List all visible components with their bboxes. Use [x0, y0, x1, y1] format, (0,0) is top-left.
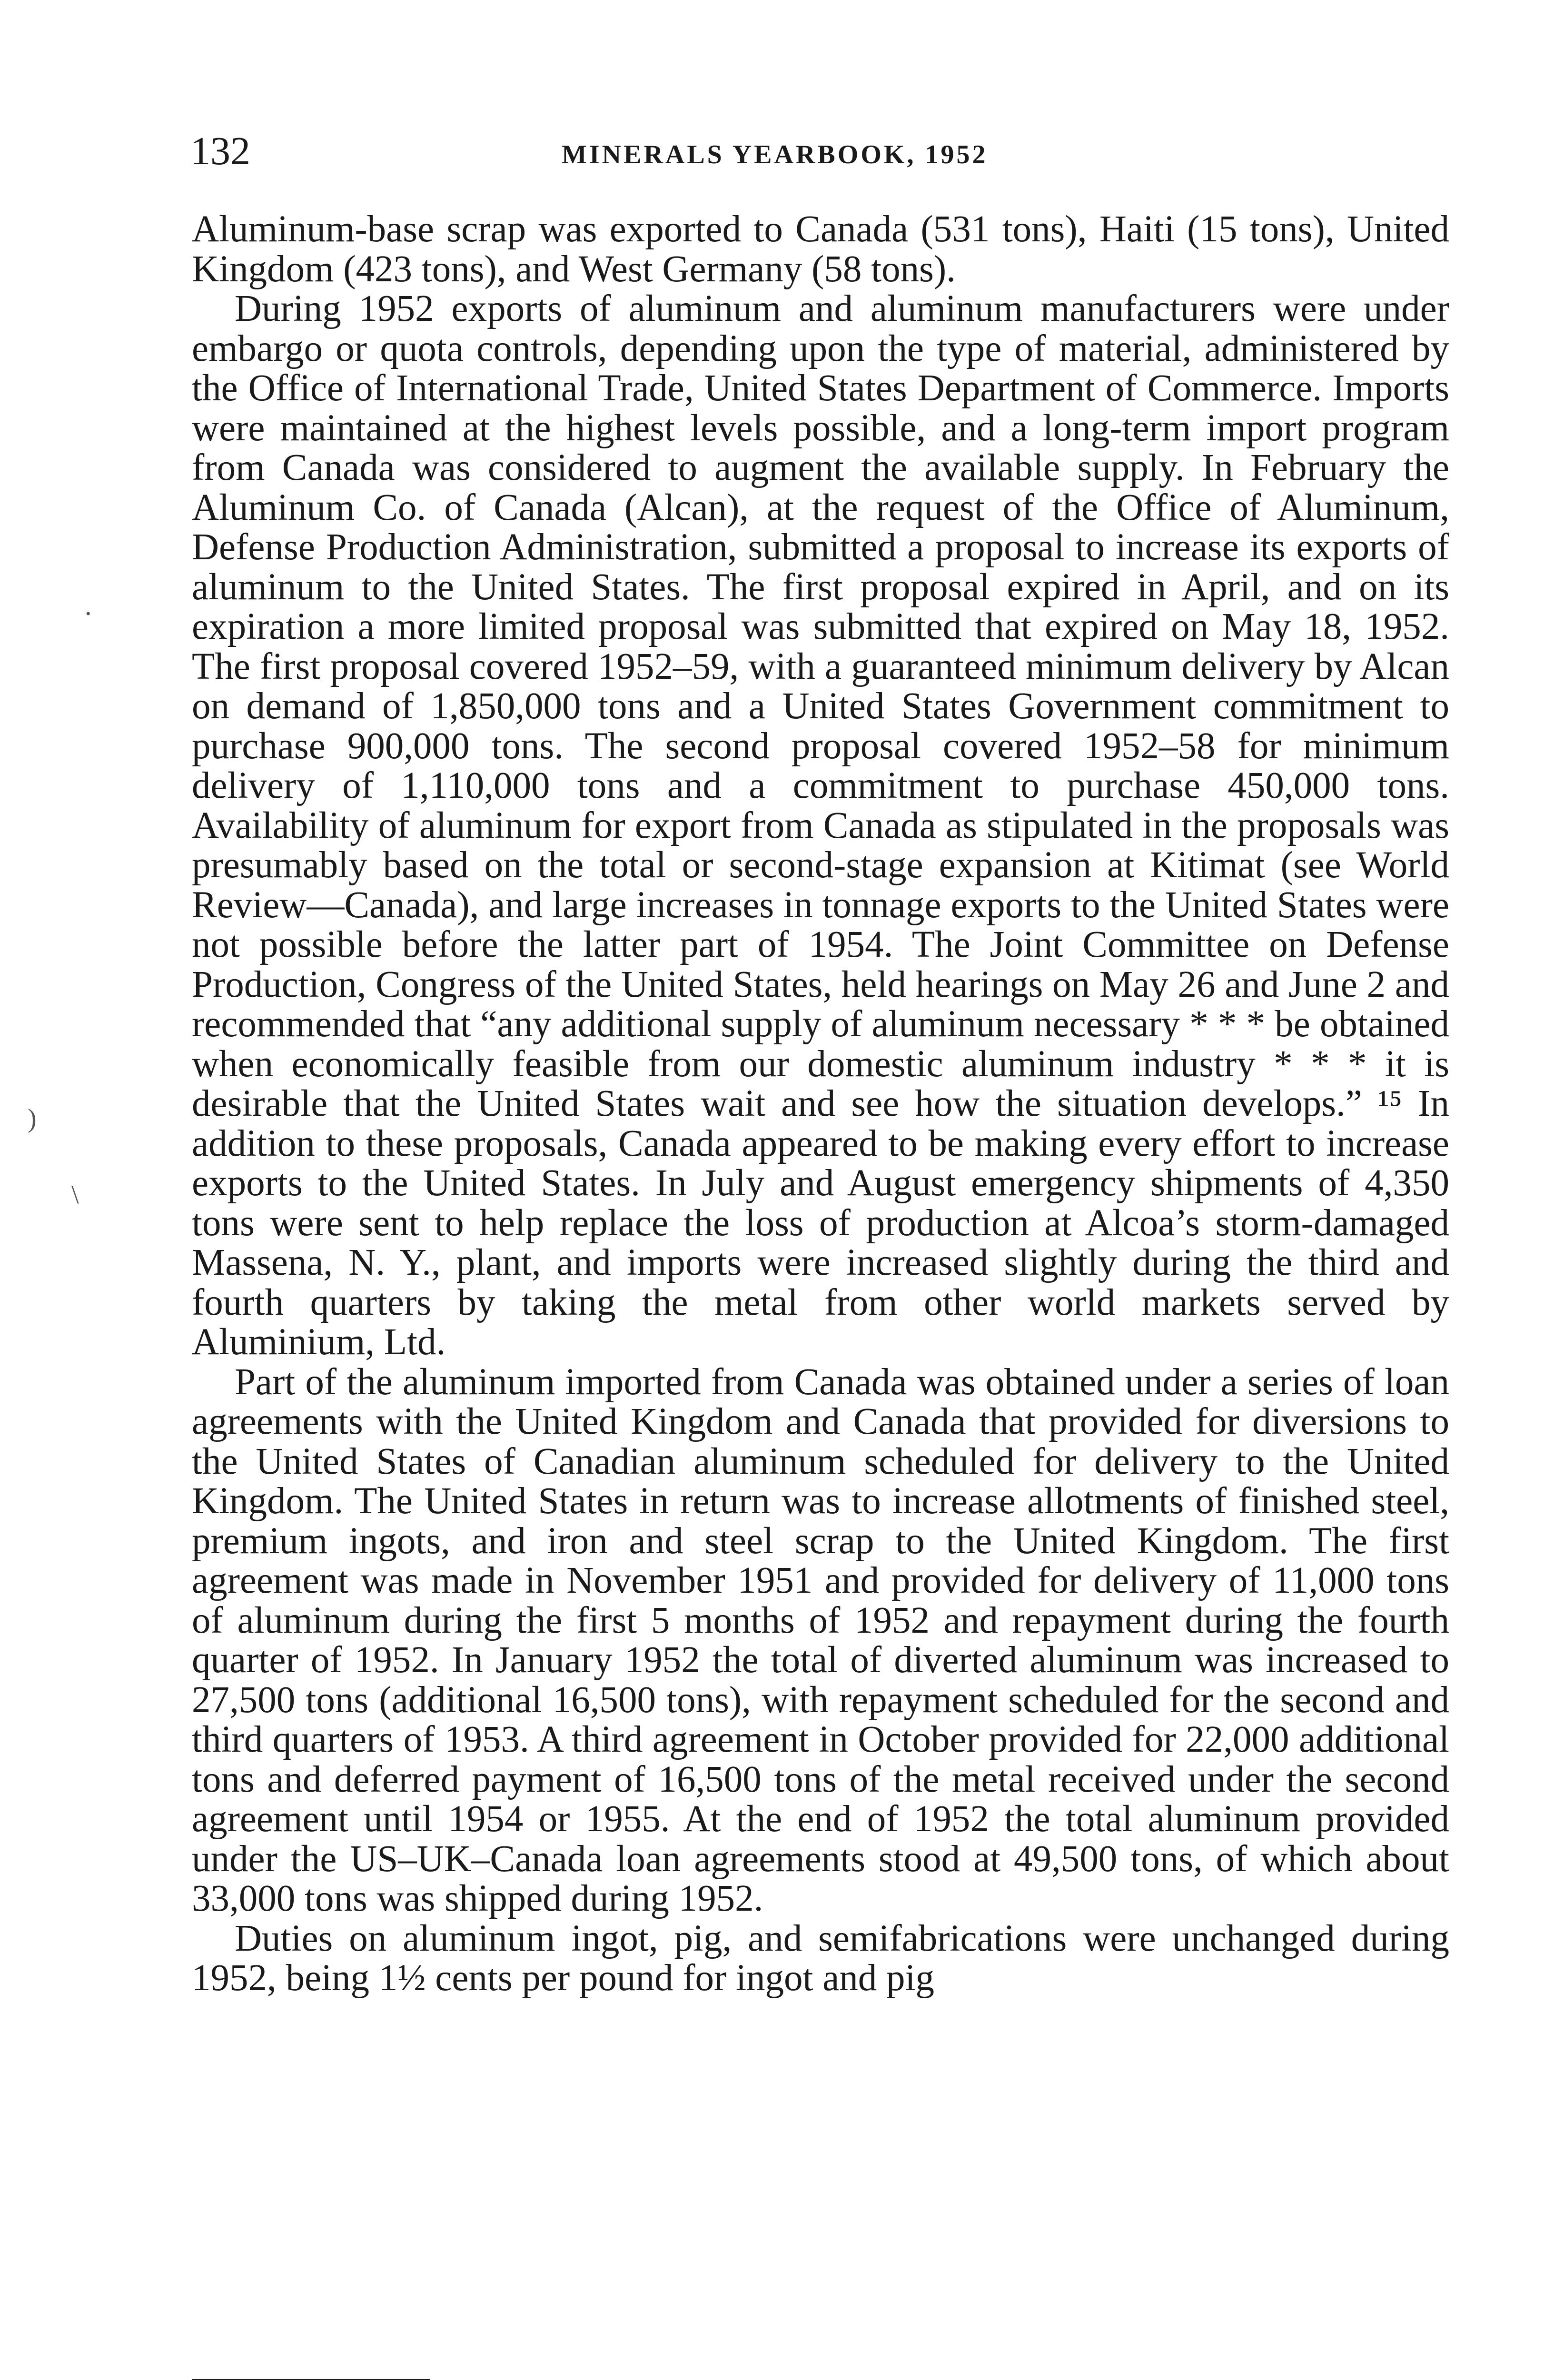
margin-mark: \ [71, 1180, 79, 1210]
paragraph: Duties on aluminum ingot, pig, and semifabrications were unchanged during 1952, being 1½ cents per pound for ingot and pig [192, 1917, 1449, 1999]
body-text [192, 209, 1449, 1998]
paragraph: Part of the aluminum imported from Canada was obtained under a series of loan agreements with the United Kingdom and Canada that provided for diversions to the United States of Canadian aluminum scheduled for delivery to the United Kingdom. The United States in return was to increase allotments of finished steel, premium ingots, and iron and steel scrap to the United Kingdom. The first agreement was made in November 1951 and provided for delivery of 11,000 tons of aluminum during the first 5 months of 1952 and repayment during the fourth quarter of 1952. In January 1952 the total of diverted aluminum was increased to 27,500 tons (additional 16,500 tons), with repayment scheduled for the second and third quarters of 1953. A third agreement in October provided for 22,000 additional tons and deferred payment of 16,500 tons of the metal received under the second agreement until 1954 or 1955. At the end of 1952 the total aluminum provided under the US–UK–Canada loan agreements stood at 49,500 tons, of which about 33,000 tons was shipped during 1952. [192, 1361, 1449, 1919]
page-number: 132 [190, 129, 250, 173]
page-header [190, 128, 1447, 175]
margin-mark: ) [28, 1104, 37, 1133]
paragraph: Aluminum-base scrap was exported to Canada (531 tons), Haiti (15 tons), United Kingdom (423 tons), and West Germany (58 tons). [192, 208, 1449, 290]
paragraph: During 1952 exports of aluminum and aluminum manufacturers were under embargo or quota controls, depending upon the type of material, administered by the Office of International Trade, United States Department of Commerce. Imports were maintained at the highest levels possible, and a long-term import program from Canada was considered to augment the available supply. In February the Aluminum Co. of Canada (Alcan), at the request of the Office of Aluminum, Defense Production Administration, submitted a proposal to increase its exports of aluminum to the United States. The first proposal expired in April, and on its expiration a more limited proposal was submitted that expired on May 18, 1952. The first proposal covered 1952–59, with a guaranteed minimum delivery by Alcan on demand of 1,850,000 tons and a United States Government commitment to purchase 900,000 tons. The second proposal covered 1952–58 for minimum delivery of 1,110,000 tons and a commitment to purchase 450,000 tons. Availability of aluminum for export from Canada as stipulated in the proposals was presumably based on the total or second-stage expansion at Kitimat (see World Review—Canada), and large increases in tonnage exports to the United States were not possible before the latter part of 1954. The Joint Committee on Defense Production, Congress of the United States, held hearings on May 26 and June 2 and recommended that “any additional supply of aluminum necessary * * * be obtained when economically feasible from our domestic aluminum industry * * * it is desirable that the United States wait and see how the situation develops.” ¹⁵ In addition to these proposals, Canada appeared to be making every effort to increase exports to the United States. In July and August emergency shipments of 4,350 tons were sent to help replace the loss of production at Alcoa’s storm-damaged Massena, N. Y., plant, and imports were increased slightly during the third and fourth quarters by taking the metal from other world markets served by Aluminium, Ltd. [192, 288, 1449, 1363]
running-head: MINERALS YEARBOOK, 1952 [562, 140, 988, 169]
margin-mark: • [86, 606, 91, 622]
